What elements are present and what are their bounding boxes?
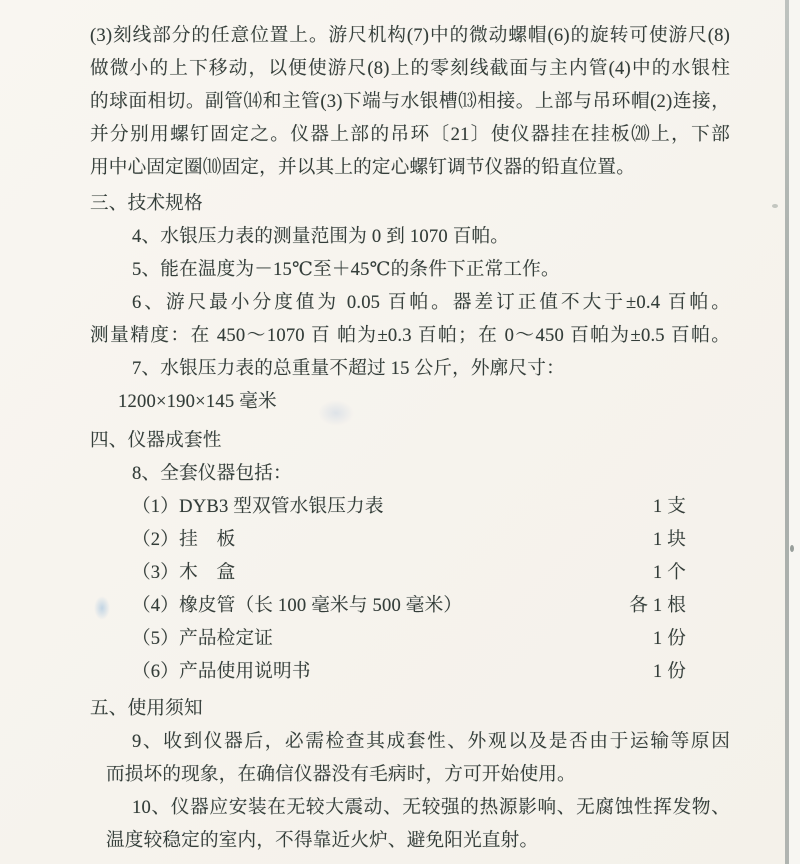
equipment-qty: 1 份 [652, 628, 686, 649]
usage-item-9-line1: 9、收到仪器后，必需检查其成套性、外观以及是否由于运输等原因 [132, 731, 730, 752]
scan-speck [772, 204, 778, 208]
equipment-row [90, 556, 686, 589]
equipment-row [90, 490, 686, 523]
equipment-row [90, 523, 686, 556]
spec-item-4: 4、水银压力表的测量范围为 0 到 1070 百帕。 [132, 226, 510, 247]
usage-item-9-line2: 而损坏的现象，在确信仪器没有毛病时，方可开始使用。 [106, 764, 576, 785]
equipment-label: （1）DYB3 型双管水银压力表 [132, 496, 384, 517]
text-line: 的球面相切。副管⒁和主管(3)下端与水银槽⒀相接。上部与吊环帽(2)连接， [90, 91, 730, 112]
spec-item-5: 5、能在温度为－15℃至＋45℃的条件下正常工作。 [132, 259, 560, 280]
equipment-row [90, 622, 686, 655]
equipment-label: （5）产品检定证 [132, 628, 274, 649]
spec-item-6: 6、游尺最小分度值为 0.05 百帕。器差订正值不大于±0.4 百帕。 [132, 292, 730, 313]
spec-dimensions: 1200×190×145 毫米 [118, 391, 277, 412]
equipment-label: （6）产品使用说明书 [132, 661, 311, 682]
equipment-qty: 1 个 [652, 562, 686, 583]
equipment-qty: 1 支 [652, 496, 686, 517]
text-line: 用中心固定圈⑽固定，并以其上的定心螺钉调节仪器的铅直位置。 [90, 157, 636, 178]
equipment-intro: 8、全套仪器包括： [132, 463, 292, 484]
text-line: (3)刻线部分的任意位置上。游尺机构(7)中的微动螺帽(6)的旋转可使游尺(8) [90, 25, 730, 46]
spec-item-6-continuation: 测量精度：在 450～1070 百 帕为±0.3 百帕；在 0～450 百帕为±0.5 百帕。 [90, 325, 730, 346]
equipment-label: （2）挂 板 [132, 529, 236, 550]
section-heading-equipment: 四、仪器成套性 [90, 430, 222, 451]
usage-item-10-line1: 10、仪器应安装在无较大震动、无较强的热源影响、无腐蚀性挥发物、 [132, 797, 730, 818]
equipment-qty: 1 份 [652, 661, 686, 682]
section-heading-usage: 五、使用须知 [90, 698, 203, 719]
spec-item-7: 7、水银压力表的总重量不超过 15 公斤，外廓尺寸： [132, 358, 565, 379]
document-content [90, 19, 730, 857]
page-edge-shadow [785, 0, 789, 864]
equipment-row [90, 655, 686, 688]
equipment-row [90, 589, 686, 622]
equipment-label: （3）木 盒 [132, 562, 236, 583]
equipment-qty: 各 1 根 [629, 595, 686, 616]
section-heading-specs: 三、技术规格 [90, 193, 203, 214]
equipment-qty: 1 块 [652, 529, 686, 550]
equipment-label: （4）橡皮管（长 100 毫米与 500 毫米） [132, 595, 463, 616]
page-edge-margin [789, 0, 800, 864]
text-line: 并分别用螺钉固定之。仪器上部的吊环〔21〕使仪器挂在挂板⒇上，下部 [90, 124, 730, 145]
text-line: 做微小的上下移动，以便使游尺(8)上的零刻线截面与主内管(4)中的水银柱 [90, 58, 730, 79]
usage-item-10-line2: 温度较稳定的室内，不得靠近火炉、避免阳光直射。 [106, 830, 539, 851]
